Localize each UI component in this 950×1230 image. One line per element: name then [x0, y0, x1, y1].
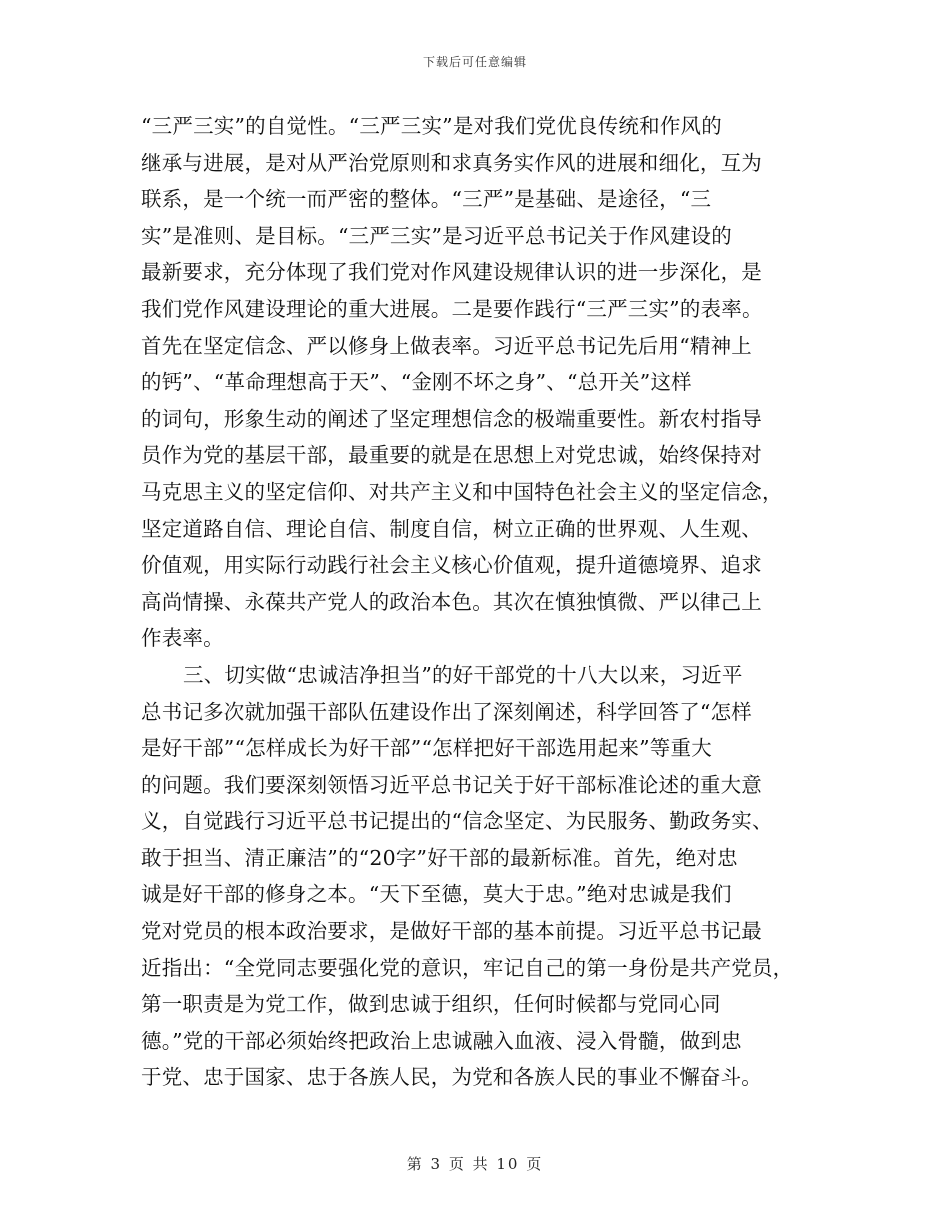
text-line: 义，自觉践行习近平总书记提出的“信念坚定、为民服务、勤政务实、 [141, 809, 773, 834]
paragraph-start-line: 三、切实做“忠诚洁净担当”的好干部党的十八大以来，习近平 [183, 662, 743, 687]
text-line: 的钙”、“革命理想高于天”、“金刚不坏之身”、“总开关”这样 [141, 370, 692, 395]
text-line: “三严三实”的自觉性。“三严三实”是对我们党优良传统和作风的 [141, 114, 722, 138]
text-line: 近指出：“全党同志要强化党的意识，牢记自己的第一身份是共产党员， [141, 955, 794, 980]
text-line: 继承与进展，是对从严治党原则和求真务实作风的进展和细化，互为 [141, 150, 762, 175]
text-line: 价值观，用实际行动践行社会主义核心价值观，提升道德境界、追求 [141, 553, 762, 578]
text-line: 我们党作风建设理论的重大进展。二是要作践行“三严三实”的表率。 [141, 296, 763, 321]
text-line: 高尚情操、永葆共产党人的政治本色。其次在慎独慎微、严以律己上 [141, 589, 762, 614]
text-line: 的词句，形象生动的阐述了坚定理想信念的极端重要性。新农村指导 [141, 406, 762, 431]
text-line: 敢于担当、清正廉洁”的“20字”好干部的最新标准。首先，绝对忠 [141, 845, 738, 870]
body-text [141, 108, 809, 1096]
text-line: 联系，是一个统一而严密的整体。“三严”是基础、是途径，“三 [141, 187, 712, 212]
text-line: 作表率。 [141, 626, 224, 651]
text-line: 员作为党的基层干部，最重要的就是在思想上对党忠诚，始终保持对 [141, 443, 762, 468]
header-note: 下载后可任意编辑 [422, 55, 527, 69]
text-line: 的问题。我们要深刻领悟习近平总书记关于好干部标准论述的重大意 [141, 772, 762, 797]
text-line: 总书记多次就加强干部队伍建设作出了深刻阐述，科学回答了“怎样 [141, 699, 752, 724]
text-line: 马克思主义的坚定信仰、对共产主义和中国特色社会主义的坚定信念， [141, 479, 783, 504]
text-line: 德。”党的干部必须始终把政治上忠诚融入血液、浸入骨髓，做到忠 [141, 1028, 742, 1053]
page-number-footer: 第 3 页 共 10 页 [406, 1155, 544, 1173]
text-line: 实”是准则、是目标。“三严三实”是习近平总书记关于作风建设的 [141, 223, 732, 248]
text-line: 坚定道路自信、理论自信、制度自信，树立正确的世界观、人生观、 [141, 516, 762, 541]
text-line: 党对党员的根本政治要求，是做好干部的基本前提。习近平总书记最 [141, 919, 762, 944]
text-line: 于党、忠于国家、忠于各族人民，为党和各族人民的事业不懈奋斗。 [141, 1065, 762, 1090]
text-line: 首先在坚定信念、严以修身上做表率。习近平总书记先后用“精神上 [141, 333, 752, 358]
text-line: 是好干部”“怎样成长为好干部”“怎样把好干部选用起来”等重大 [141, 736, 712, 761]
text-line: 第一职责是为党工作，做到忠诚于组织，任何时候都与党同心同 [141, 992, 721, 1017]
text-line: 最新要求，充分体现了我们党对作风建设规律认识的进一步深化，是 [141, 260, 762, 285]
text-line: 诚是好干部的修身之本。“天下至德，莫大于忠。”绝对忠诚是我们 [141, 882, 732, 907]
